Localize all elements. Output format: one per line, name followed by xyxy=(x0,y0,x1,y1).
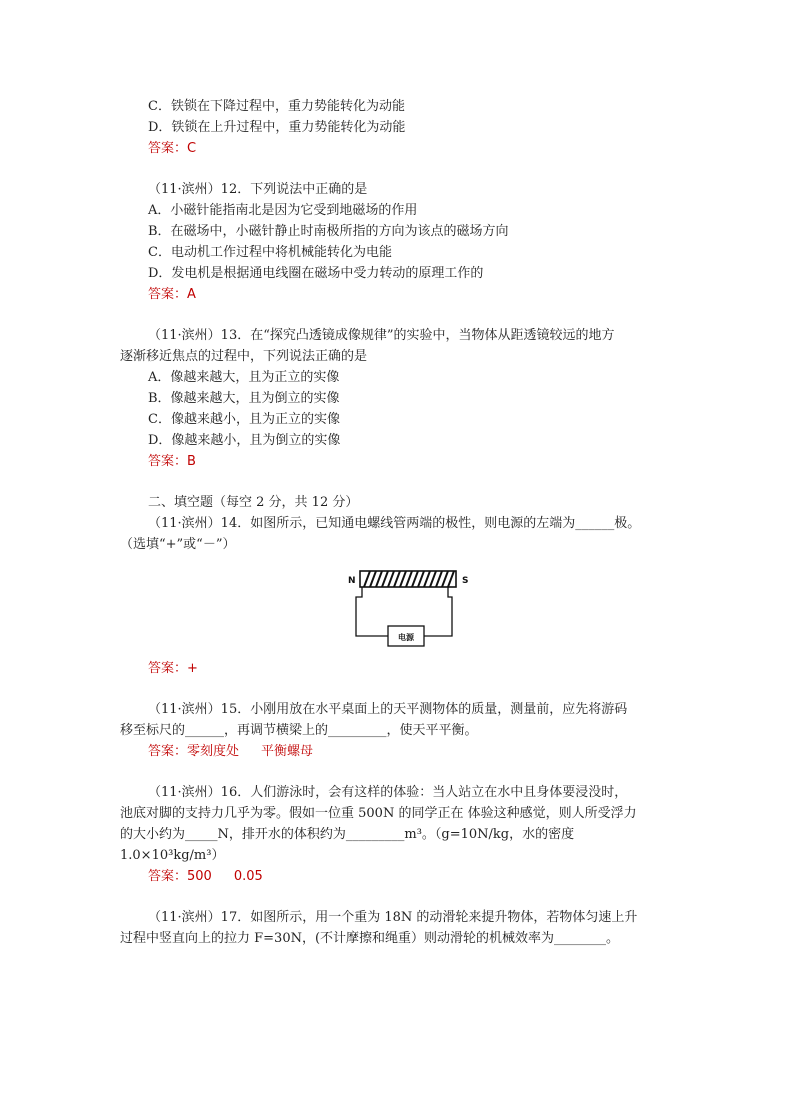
q16-answer-label: 答案： xyxy=(148,869,188,884)
q12-answer: 答案：A xyxy=(148,287,196,302)
q12-option-c: C．电动机工作过程中将机械能转化为电能 xyxy=(148,245,392,260)
q13-answer: 答案：B xyxy=(148,454,196,469)
q15-answer-label: 答案： xyxy=(148,744,188,759)
q14-stem-line2: （选填“+”或“－”） xyxy=(120,537,236,552)
q16-stem-line1: （11·滨州）16．人们游泳时，会有这样的体验：当人站立在水中且身体要浸没时， xyxy=(148,785,628,800)
q17-stem-line1: （11·滨州）17．如图所示，用一个重为 18N 的动滑轮来提升物体，若物体匀速上升 xyxy=(148,910,638,925)
solenoid-coil xyxy=(360,571,456,587)
q15-stem-line1: （11·滨州）15．小刚用放在水平桌面上的天平测物体的质量，测量前，应先将游码 xyxy=(148,702,628,717)
q16-stem-line2: 池底对脚的支持力几乎为零。假如一位重 500N 的同学正在 体验这种感觉，则人所受浮力 xyxy=(120,806,637,821)
north-pole-label: N xyxy=(348,576,356,586)
q12-option-a: A．小磁针能指南北是因为它受到地磁场的作用 xyxy=(148,203,418,218)
q11-option-d: D．铁锁在上升过程中，重力势能转化为动能 xyxy=(148,120,406,135)
q15-stem-line2: 移至标尺的______，再调节横梁上的_________，使天平平衡。 xyxy=(120,723,478,738)
q17-stem-line2: 过程中竖直向上的拉力 F=30N，(不计摩擦和绳重）则动滑轮的机械效率为________。 xyxy=(120,931,620,946)
q16-stem-line4: 1.0×10³kg/m³） xyxy=(120,848,225,863)
q16-answer-1: 500 xyxy=(187,869,212,884)
power-source-label: 电源 xyxy=(398,633,414,642)
q16-stem-line3: 的大小约为_____N，排开水的体积约为_________m³。（g=10N/kg，水的密度 xyxy=(120,827,575,842)
q13-option-a: A．像越来越大，且为正立的实像 xyxy=(148,370,340,385)
q13-option-c: C．像越来越小，且为正立的实像 xyxy=(148,412,340,427)
q15-answer xyxy=(148,743,313,761)
q13-stem-line1: （11·滨州）13．在“探究凸透镜成像规律”的实验中，当物体从距透镜较远的地方 xyxy=(148,328,615,343)
q13-option-b: B．像越来越大，且为倒立的实像 xyxy=(148,391,340,406)
q13-option-d: D．像越来越小，且为倒立的实像 xyxy=(148,433,341,448)
q12-option-b: B．在磁场中，小磁针静止时南极所指的方向为该点的磁场方向 xyxy=(148,224,509,239)
q15-answer-2: 平衡螺母 xyxy=(261,744,314,759)
q15-answer-1: 零刻度处 xyxy=(187,744,240,759)
south-pole-label: S xyxy=(462,576,468,586)
q16-answer xyxy=(148,868,263,886)
q16-answer-2: 0.05 xyxy=(233,869,263,884)
section-heading: 二、填空题（每空 2 分，共 12 分） xyxy=(148,495,359,510)
q14-stem-line1: （11·滨州）14．如图所示，已知通电螺线管两端的极性，则电源的左端为______极。 xyxy=(148,516,641,531)
solenoid-circuit-diagram xyxy=(348,568,468,648)
q14-answer: 答案：+ xyxy=(148,661,198,676)
q12-stem: （11·滨州）12．下列说法中正确的是 xyxy=(148,182,368,197)
q11-answer: 答案：C xyxy=(148,141,197,156)
q11-option-c: C．铁锁在下降过程中，重力势能转化为动能 xyxy=(148,99,405,114)
q12-option-d: D．发电机是根据通电线圈在磁场中受力转动的原理工作的 xyxy=(148,266,484,281)
q13-stem-line2: 逐渐移近焦点的过程中，下列说法正确的是 xyxy=(120,349,368,364)
